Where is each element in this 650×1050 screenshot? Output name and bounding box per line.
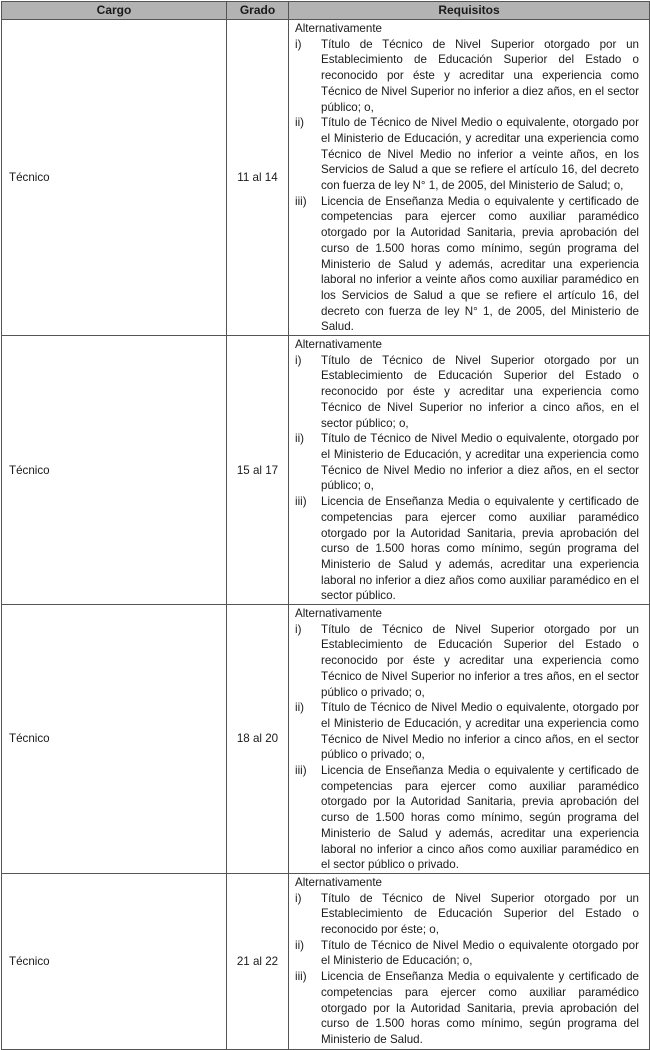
grado-cell: 11 al 14 [227, 20, 289, 336]
item-text: Licencia de Enseñanza Media o equivalente y certificado de competencias para ejercer como auxiliar paramédico otorgado por la Autoridad Sanitaria, previa aprobación del curso de 1.500 horas como mínimo, según programa del Ministerio de Salud y además, acreditar una experiencia laboral no inferior a diez años como auxiliar paramédico en el sector público. [321, 495, 639, 603]
requirement-item [295, 194, 639, 335]
header-requisitos: Requisitos [289, 2, 650, 20]
requirement-item [295, 763, 639, 873]
item-number: iii) [295, 495, 307, 509]
item-number: iii) [295, 764, 307, 778]
header-cargo: Cargo [2, 2, 227, 20]
requirement-item [295, 353, 639, 432]
requirement-item [295, 494, 639, 604]
requisitos-intro: Alternativamente [295, 875, 382, 889]
cargo-cell: Técnico [2, 873, 227, 1049]
requirement-item [295, 37, 639, 116]
table-row [2, 873, 650, 1049]
grado-cell: 18 al 20 [227, 605, 289, 874]
item-number: iii) [295, 970, 307, 984]
header-grado: Grado [227, 2, 289, 20]
item-text: Título de Técnico de Nivel Superior otorgado por un Establecimiento de Educación Superior del Estado o reconocido por éste y acreditar una experiencia como Técnico de Nivel Superior no inferior a tres años, en el sector público o privado; o, [321, 622, 639, 699]
requisitos-intro: Alternativamente [295, 607, 382, 621]
requisitos-intro: Alternativamente [295, 22, 382, 35]
item-number: i) [295, 37, 302, 51]
item-number: ii) [295, 938, 305, 952]
item-number: i) [295, 622, 302, 636]
item-text: Licencia de Enseñanza Media o equivalente y certificado de competencias para ejercer como auxiliar paramédico otorgado por la Autoridad Sanitaria, previa aprobación del curso de 1.500 horas como mínimo, según programa del Ministerio de Salud y además, acreditar una experiencia laboral no inferior a cinco años como auxiliar paramédico en el sector público o privado. [321, 764, 639, 872]
requirement-item [295, 891, 639, 938]
grado-cell: 15 al 17 [227, 336, 289, 605]
item-text: Licencia de Enseñanza Media o equivalente y certificado de competencias para ejercer como auxiliar paramédico otorgado por la Autoridad Sanitaria, previa aprobación del curso de 1.500 horas como mínimo, según programa del Ministerio de Salud. [321, 970, 639, 1046]
item-number: i) [295, 353, 302, 367]
item-text: Licencia de Enseñanza Media o equivalente y certificado de competencias para ejercer como auxiliar paramédico otorgado por la Autoridad Sanitaria, previa aprobación del curso de 1.500 horas como mínimo, según programa del Ministerio de Salud y además, acreditar una experiencia laboral no inferior a veinte años como auxiliar paramédico en los Servicios de Salud a que se refiere el artículo 16, del decreto con fuerza de ley N° 1, de 2005, del Ministerio de Salud. [321, 194, 639, 334]
cargo-cell: Técnico [2, 336, 227, 605]
item-number: ii) [295, 701, 305, 715]
requirement-item [295, 969, 639, 1048]
grado-cell: 21 al 22 [227, 873, 289, 1049]
item-number: i) [295, 891, 302, 905]
requisitos-cell [289, 336, 650, 605]
requisitos-intro: Alternativamente [295, 338, 382, 352]
item-text: Título de Técnico de Nivel Superior otorgado por un Establecimiento de Educación Superior del Estado o reconocido por éste y acreditar una experiencia como Técnico de Nivel Superior no inferior a diez años, en el sector público; o, [321, 37, 639, 114]
requirement-item [295, 622, 639, 701]
item-number: ii) [295, 432, 305, 446]
item-text: Título de Técnico de Nivel Medio o equivalente, otorgado por el Ministerio de Educación, y acreditar una experiencia como Técnico de Nivel Medio no inferior a cinco años, en el sector público o privado; o, [321, 701, 639, 762]
table-row [2, 605, 650, 874]
item-text: Título de Técnico de Nivel Superior otorgado por un Establecimiento de Educación Superior del Estado o reconocido por éste y acreditar una experiencia como Técnico de Nivel Superior no inferior a cinco años, en el sector público; o, [321, 353, 639, 430]
requisitos-cell [289, 20, 650, 336]
table-row [2, 336, 650, 605]
requisitos-cell [289, 873, 650, 1049]
cargo-cell: Técnico [2, 20, 227, 336]
item-text: Título de Técnico de Nivel Medio o equivalente, otorgado por el Ministerio de Educación, y acreditar una experiencia como Técnico de Nivel Medio no inferior a veinte años, en los Servicios de Salud a que se refiere el artículo 16, del decreto con fuerza de ley N° 1, de 2005, del Ministerio de Salud; o, [321, 116, 639, 193]
requirements-table [1, 1, 650, 1050]
item-number: ii) [295, 116, 305, 130]
table-header-row [2, 2, 650, 20]
requirement-item [295, 115, 639, 194]
table-row [2, 20, 650, 336]
cargo-cell: Técnico [2, 605, 227, 874]
item-text: Título de Técnico de Nivel Medio o equivalente otorgado por el Ministerio de Educación; o, [321, 938, 639, 968]
requirement-item [295, 700, 639, 763]
requirement-item [295, 938, 639, 969]
item-text: Título de Técnico de Nivel Medio o equivalente, otorgado por el Ministerio de Educación, y acreditar una experiencia como Técnico de Nivel Medio no inferior a diez años, en el sector público; o, [321, 432, 639, 493]
requisitos-cell [289, 605, 650, 874]
requirement-item [295, 431, 639, 494]
item-number: iii) [295, 194, 307, 208]
item-text: Título de Técnico de Nivel Superior otorgado por un Establecimiento de Educación Superior del Estado o reconocido por éste; o, [321, 891, 639, 937]
